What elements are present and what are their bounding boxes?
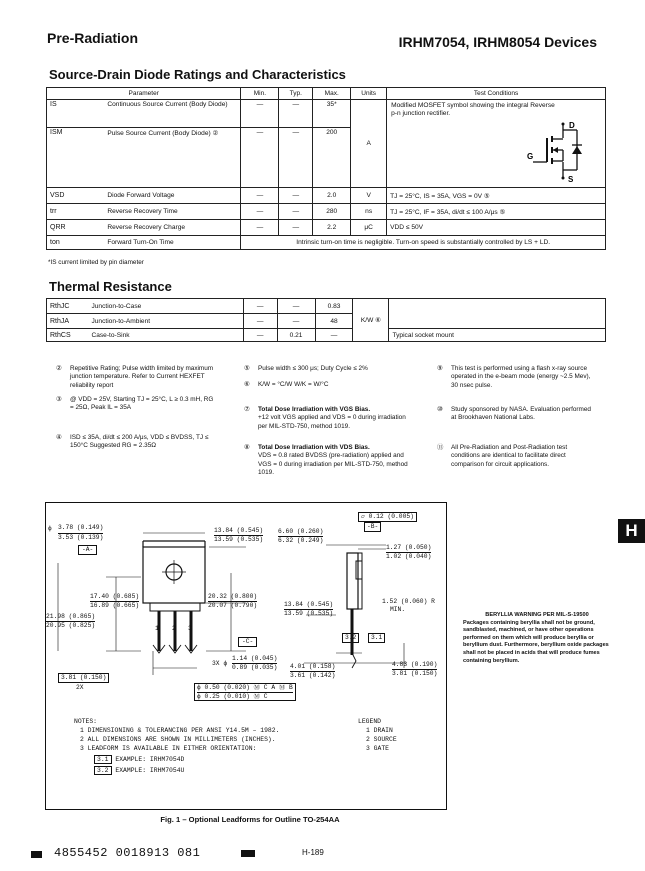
page-title-right: IRHM7054, IRHM8054 Devices (398, 34, 597, 50)
bend-radius: 1.52 (0.060) R (382, 598, 435, 605)
row-symbol: IS (47, 100, 105, 128)
row-min: — (241, 188, 279, 204)
col-header-max: Max. (313, 88, 351, 100)
note-number: ⑪ (437, 444, 444, 451)
row-min: — (241, 204, 279, 220)
row-min: — (243, 329, 277, 342)
hole-dim-max: 3.78 (0.149) (58, 524, 104, 531)
row-max: 35* (313, 100, 351, 128)
height-dim-min: 16.89 (0.665) (90, 602, 140, 609)
flatness-value: 0.12 (0.005) (368, 513, 414, 520)
row-typ: 0.21 (277, 329, 315, 342)
note-item (437, 365, 597, 390)
row-max: 2.0 (313, 188, 351, 204)
row-typ: — (279, 220, 313, 236)
body-height-min: 20.07 (0.790) (208, 602, 258, 609)
table-row (47, 299, 606, 314)
pin-number-3: 3 (188, 625, 192, 632)
mosfet-symbol-cell (387, 100, 606, 188)
table-row (47, 100, 606, 128)
thermal-resistance-table (46, 298, 606, 342)
lead-pitch-count: 2X (76, 684, 84, 691)
beryllia-warning (463, 612, 611, 665)
row-parameter: Pulse Source Current (Body Diode) ② (104, 128, 241, 188)
row-typ: — (279, 204, 313, 220)
outline-drawing-box (45, 502, 447, 810)
leadform-view-3-2: 3.2 (342, 633, 359, 643)
note-text: @ VDD = 25V, Starting TJ = 25°C, L ≥ 0.3 mH, RG = 25Ω, Peak IL = 35A (70, 396, 214, 412)
example-box: 3.1 (94, 755, 112, 764)
hole-dim-min: 3.53 (0.139) (58, 534, 104, 541)
flatness-control-frame: ▱ 0.12 (0.005) (358, 512, 417, 522)
legend-item: 3 GATE (366, 745, 390, 752)
row-units-amps: A (351, 100, 387, 188)
pin-number-1: 1 (155, 625, 159, 632)
drawing-notes-title: NOTES: (74, 718, 98, 725)
row-parameter: Junction-to-Case (88, 299, 243, 314)
note-item (244, 406, 414, 431)
bend-radius-min: MIN. (390, 606, 406, 613)
figure-caption: Fig. 1 – Optional Leadforms for Outline TO-254AA (160, 815, 340, 824)
datum-b: -B- (364, 522, 381, 532)
row-parameter: Reverse Recovery Charge (104, 220, 241, 236)
note-item (56, 365, 216, 390)
note-item (244, 444, 414, 477)
width-dim-min: 13.59 (0.535) (214, 536, 264, 543)
col-header-test-conditions: Test Conditions (387, 88, 606, 100)
leadform-example (94, 755, 184, 764)
row-units: μC (351, 220, 387, 236)
thickness-dim-min: 6.32 (0.249) (278, 537, 324, 544)
lead-length-min: 3.81 (0.150) (392, 670, 438, 677)
height-dim-max: 17.40 (0.685) (90, 593, 140, 600)
note-text: VDS = 0.8 rated BVDSS (pre-radiation) applied and VGS = 0 during irradiation per MIL-STD-750, method 1019. (258, 452, 408, 476)
row-min: — (241, 220, 279, 236)
row-units: V (351, 188, 387, 204)
thickness-dim-max: 6.60 (0.260) (278, 528, 324, 535)
lead-dia-min: 0.89 (0.035) (232, 664, 278, 671)
note-text: ISD ≤ 35A, di/dt ≤ 200 A/μs, VDD ≤ BVDSS, TJ ≤ 150°C Suggested RG = 2.35Ω (70, 434, 209, 450)
lead-dia-prefix: 3X ϕ (212, 660, 228, 667)
table-row (47, 220, 606, 236)
lead-dia-max: 1.14 (0.045) (232, 655, 278, 662)
row-turn-on-note: Intrinsic turn-on time is negligible. Turn-on speed is substantially controlled by LS + LD. (241, 236, 606, 250)
row-symbol: ISM (47, 128, 105, 188)
note-number: ⑦ (244, 406, 250, 413)
note-number: ⑩ (437, 406, 443, 413)
body-height-max: 20.32 (0.800) (208, 593, 258, 600)
lead-offset-max: 4.01 (0.158) (290, 663, 336, 670)
position-tolerance-1: ϕ 0.50 (0.020) Ⓜ C A Ⓜ B (197, 684, 293, 691)
row-test-conditions: Typical socket mount (389, 329, 606, 342)
row-max: 48 (315, 314, 353, 329)
note-number: ⑤ (244, 365, 250, 372)
position-tolerance-2: ϕ 0.25 (0.010) Ⓜ C (197, 692, 293, 701)
note-item (437, 406, 597, 423)
note-item (56, 434, 216, 451)
row-symbol: ton (47, 236, 105, 250)
note-bold-text: Total Dose Irradiation with VDS Bias. (258, 444, 370, 451)
note-number: ⑨ (437, 365, 443, 372)
lead-pitch: 3.81 (0.150) (58, 673, 109, 683)
diode-ratings-table (46, 87, 606, 250)
row-parameter: Diode Forward Voltage (104, 188, 241, 204)
col-header-parameter: Parameter (47, 88, 241, 100)
row-symbol: VSD (47, 188, 105, 204)
note-text: K/W = °C/W W/K = W/°C (258, 381, 329, 388)
row-test-conditions: TJ = 25°C, IS = 35A, VGS = 0V ⑤ (387, 188, 606, 204)
row-max: 2.2 (313, 220, 351, 236)
col-header-units: Units (351, 88, 387, 100)
example-text: EXAMPLE: IRHM7054D (115, 756, 185, 763)
legend-item: 2 SOURCE (366, 736, 397, 743)
row-typ: — (277, 314, 315, 329)
col-header-typ: Typ. (279, 88, 313, 100)
side-width-min: 13.59 (0.535) (284, 610, 334, 617)
width-dim-max: 13.84 (0.545) (214, 527, 264, 534)
row-symbol: QRR (47, 220, 105, 236)
row-parameter: Junction-to-Ambient (88, 314, 243, 329)
lead-thickness-min: 1.02 (0.040) (386, 553, 432, 560)
overall-height-max: 21.98 (0.865) (46, 613, 96, 620)
row-max: 280 (313, 204, 351, 220)
lead-offset-min: 3.61 (0.142) (290, 672, 336, 679)
drawing-note: 1 DIMENSIONING & TOLERANCING PER ANSI Y14.5M – 1982. (80, 727, 280, 734)
note-item (244, 365, 409, 373)
row-typ: — (279, 100, 313, 128)
footer-barcode-number: 4855452 0018913 081 (54, 846, 201, 860)
thermal-section-title: Thermal Resistance (49, 279, 172, 294)
pin-number-2: 2 (172, 625, 176, 632)
position-tolerance-frame (194, 683, 296, 701)
row-min: — (243, 314, 277, 329)
beryllia-warning-title: BERYLLIA WARNING PER MIL-S-19500 (485, 612, 589, 618)
note-text: This test is performed using a flash x-ray source operated in the e-beam mode (energy ~2.5 Mev), 30 nsec pulse. (451, 365, 591, 389)
overall-height-min: 20.95 (0.825) (46, 622, 96, 629)
row-max: 200 (313, 128, 351, 188)
mosfet-symbol-icon (525, 120, 595, 182)
example-box: 3.2 (94, 766, 112, 775)
col-header-min: Min. (241, 88, 279, 100)
row-parameter: Case-to-Sink (88, 329, 243, 342)
page-title-left: Pre-Radiation (47, 30, 139, 46)
table-row (47, 204, 606, 220)
row-symbol: RthCS (47, 329, 89, 342)
mosfet-condition-text: Modified MOSFET symbol showing the integral Reverse p-n junction rectifier. (391, 102, 555, 117)
note-number: ④ (56, 434, 62, 441)
table-row (47, 329, 606, 342)
footer-mark-right (241, 850, 255, 857)
row-min: — (243, 299, 277, 314)
example-text: EXAMPLE: IRHM7054U (115, 767, 185, 774)
note-item (244, 381, 409, 389)
note-bold-text: Total Dose Irradiation with VGS Bias. (258, 406, 371, 413)
page-number: H-189 (302, 848, 324, 857)
mosfet-drain-label: D (569, 121, 575, 130)
datum-a: -A- (78, 545, 97, 555)
lead-length-max: 4.83 (0.190) (392, 661, 438, 668)
thermal-units: K/W ⑥ (353, 299, 389, 342)
mosfet-gate-label: G (527, 152, 534, 161)
datum-c: -C- (238, 637, 257, 647)
leadform-view-3-1: 3.1 (368, 633, 385, 643)
row-units: ns (351, 204, 387, 220)
table-row (47, 188, 606, 204)
note-item (56, 396, 216, 413)
row-max: — (315, 329, 353, 342)
footer-mark-left (31, 851, 42, 858)
note-number: ③ (56, 396, 62, 403)
row-max: 0.83 (315, 299, 353, 314)
note-text: Repetitive Rating; Pulse width limited by maximum junction temperature. Refer to Current HEXFET reliability report (70, 365, 214, 389)
diode-section-title: Source-Drain Diode Ratings and Characteristics (49, 67, 346, 82)
row-symbol: RthJA (47, 314, 89, 329)
diode-footnote: *IS current limited by pin diameter (48, 259, 144, 266)
row-symbol: trr (47, 204, 105, 220)
row-min: — (241, 100, 279, 128)
note-text: All Pre-Radiation and Post-Radiation test conditions are identical to facilitate direct comparison for circuit applications. (451, 444, 568, 468)
row-parameter: Forward Turn-On Time (104, 236, 241, 250)
side-width-max: 13.84 (0.545) (284, 601, 334, 608)
row-symbol: RthJC (47, 299, 89, 314)
note-number: ⑧ (244, 444, 250, 451)
row-test-conditions: TJ = 25°C, IF = 35A, di/dt ≤ 100 A/μs ⑤ (387, 204, 606, 220)
drawing-note: 2 ALL DIMENSIONS ARE SHOWN IN MILLIMETERS (INCHES). (80, 736, 276, 743)
row-min: — (241, 128, 279, 188)
lead-thickness-max: 1.27 (0.050) (386, 544, 432, 551)
row-typ: — (277, 299, 315, 314)
section-tab-h: H (618, 519, 645, 543)
note-number: ② (56, 365, 62, 372)
row-typ: — (279, 188, 313, 204)
note-text: Study sponsored by NASA. Evaluation performed at Brookhaven National Labs. (451, 406, 591, 422)
drawing-note: 3 LEADFORM IS AVAILABLE IN EITHER ORIENTATION: (80, 745, 257, 752)
legend-item: 1 DRAIN (366, 727, 393, 734)
hole-dim-symbol: ϕ (48, 525, 52, 532)
row-parameter: Reverse Recovery Time (104, 204, 241, 220)
note-text: +12 volt VGS applied and VDS = 0 during irradiation per MIL-STD-750, method 1019. (258, 414, 406, 430)
row-test-conditions: VDD ≤ 50V (387, 220, 606, 236)
leadform-example (94, 766, 184, 775)
note-number: ⑥ (244, 381, 250, 388)
row-typ: — (279, 128, 313, 188)
legend-title: LEGEND (358, 718, 382, 725)
beryllia-warning-text: Packages containing beryllia shall not be ground, sandblasted, machined, or have other operations performed on them which will produce beryllia or beryllium dust. Furthermore, beryllium oxide packages shall not be placed in acids that will produce fumes containing beryllium. (463, 619, 609, 664)
table-row (47, 236, 606, 250)
note-item (437, 444, 597, 469)
row-parameter: Continuous Source Current (Body Diode) (104, 100, 241, 128)
note-text: Pulse width ≤ 300 μs; Duty Cycle ≤ 2% (258, 365, 368, 372)
mosfet-source-label: S (568, 175, 574, 182)
